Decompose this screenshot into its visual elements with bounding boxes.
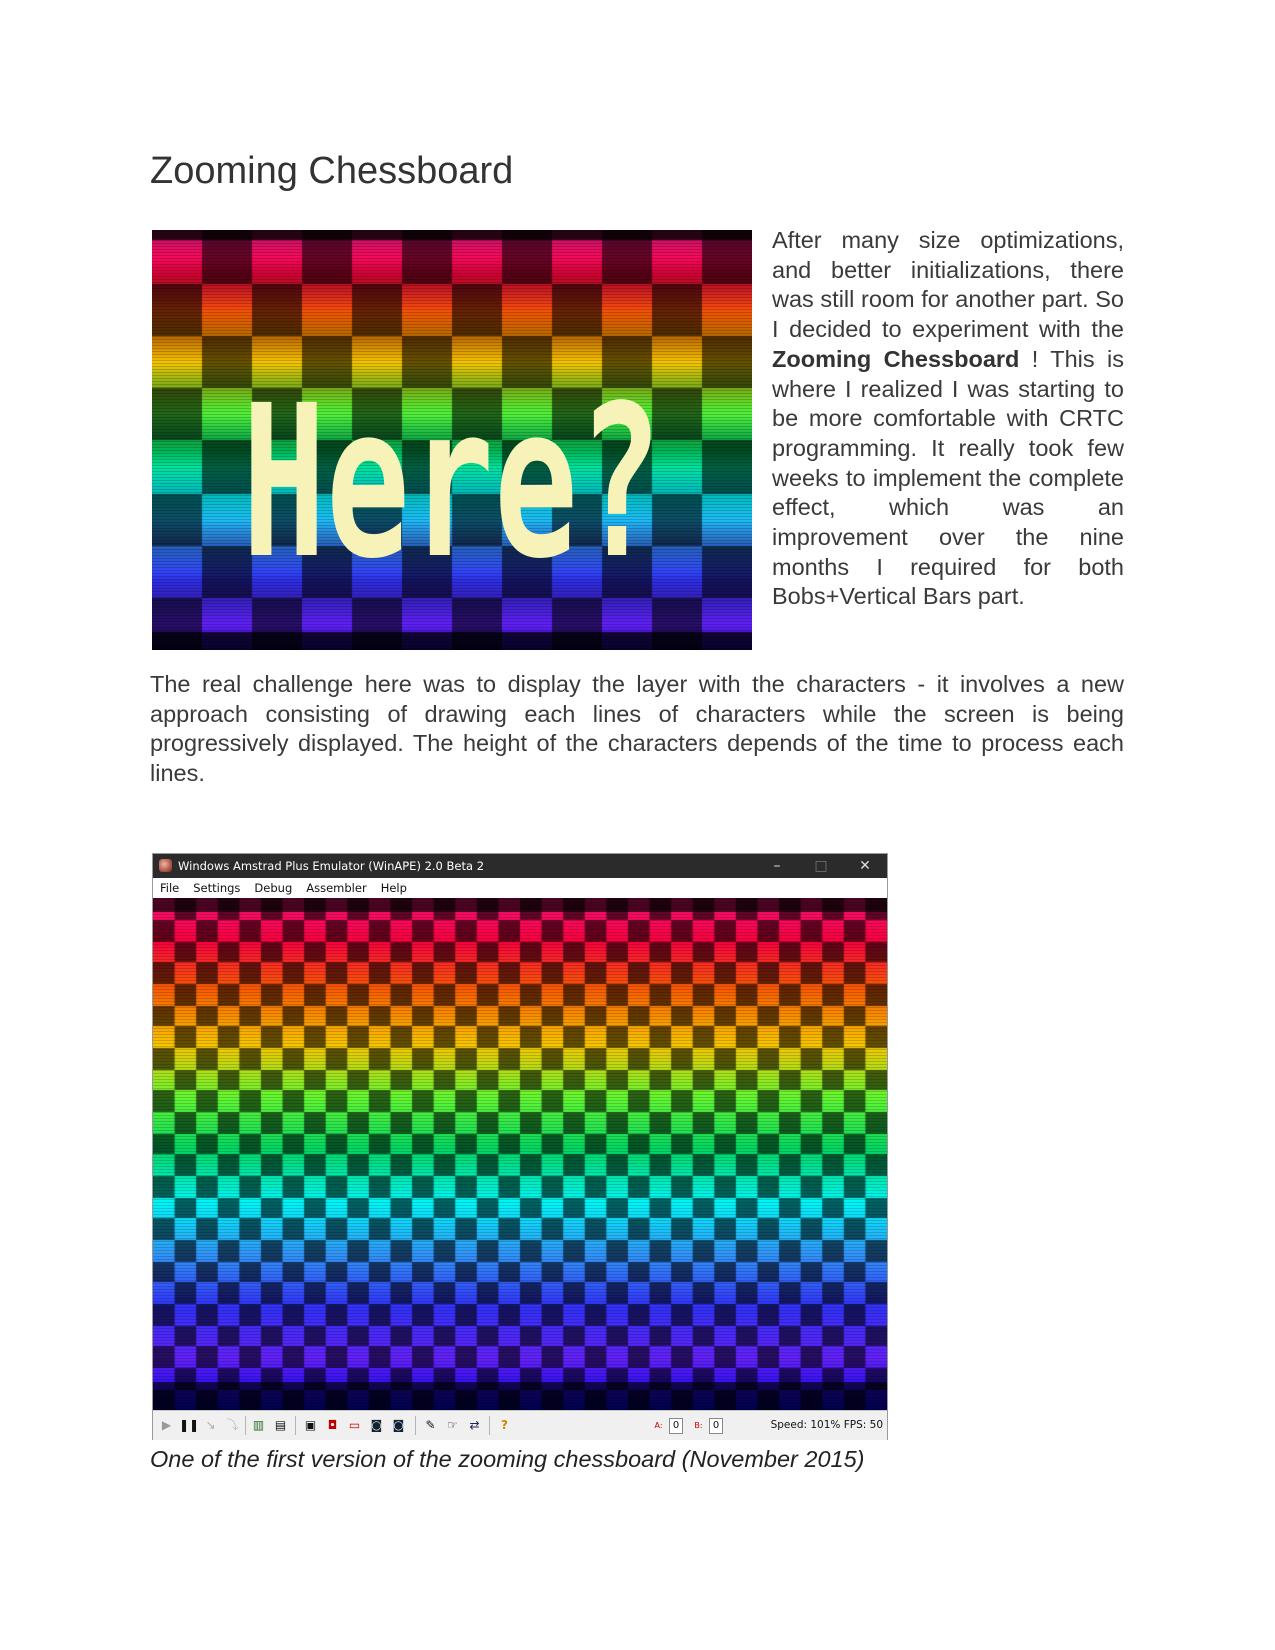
drive-b-icon <box>691 1418 706 1433</box>
emulator-display <box>153 898 887 1410</box>
emulator-screen <box>153 898 887 1410</box>
maximize-button[interactable]: □ <box>814 858 828 874</box>
play-icon[interactable]: ▶ <box>161 1418 172 1432</box>
here-overlay-text: Here? <box>242 360 662 605</box>
intro-after: ! This is where I realized I was starting to be more comfortable with CRTC programming. It really took few weeks to implement the complete effect, which was an improvement over the nine months I required for both Bobs+Vertical Bars part. <box>772 345 1125 610</box>
books-icon[interactable]: ▥ <box>252 1418 265 1432</box>
tape-icon[interactable]: ▭ <box>348 1418 361 1432</box>
body-paragraph: The real challenge here was to display the layer with the characters - it involves a new approach consisting of drawing each lines of characters while the screen is being progressively displayed. The height of the characters depends of the time to process each lines. <box>150 671 1124 787</box>
page-title: Zooming Chessboard <box>150 150 514 192</box>
document-icon[interactable]: ▤ <box>274 1418 287 1432</box>
figure-caption: One of the first version of the zooming chessboard (November 2015) <box>150 1446 865 1472</box>
intro-before: After many size optimizations, and better initializations, there was still room for another part. So I decided to experiment with the <box>772 227 1124 343</box>
speed-status: Speed: 101% FPS: 50 <box>770 1419 883 1431</box>
menu-file[interactable]: File <box>160 881 180 895</box>
menu-help[interactable]: Help <box>380 881 407 895</box>
menu-bar <box>153 878 887 898</box>
save-icon[interactable]: ▣ <box>304 1418 317 1432</box>
close-button[interactable]: ✕ <box>859 858 871 874</box>
step-icon[interactable]: ↘ <box>205 1418 216 1432</box>
toolbar-separator <box>489 1416 490 1435</box>
minimize-button[interactable]: – <box>773 858 781 874</box>
window-title: Windows Amstrad Plus Emulator (WinAPE) 2.0 Beta 2 <box>178 859 485 873</box>
step-over-icon[interactable]: ⤵ <box>226 1418 239 1432</box>
intro-bold: Zooming Chessboard <box>772 345 1020 372</box>
drive-b-counter: 0 <box>709 1418 723 1434</box>
toolbar <box>153 1410 887 1440</box>
winape-app-icon <box>159 859 172 872</box>
hand-icon[interactable]: ☞ <box>447 1418 458 1432</box>
tools-icon[interactable]: ✎ <box>425 1418 436 1432</box>
pause-icon[interactable]: ❚❚ <box>179 1418 200 1432</box>
drive-b-label: B: <box>694 1421 703 1430</box>
toolbar-separator <box>415 1416 416 1435</box>
snapshot-save-icon[interactable]: ◙ <box>392 1418 405 1432</box>
disk-icon[interactable]: ◘ <box>327 1418 338 1432</box>
menu-debug[interactable]: Debug <box>254 881 293 895</box>
drive-a-label: A: <box>654 1421 663 1430</box>
toolbar-separator <box>295 1416 296 1435</box>
drive-a-icon <box>651 1418 666 1433</box>
title-bar <box>153 854 887 878</box>
chessboard-figure <box>152 230 752 650</box>
network-icon[interactable]: ⇄ <box>469 1418 480 1432</box>
menu-assembler[interactable]: Assembler <box>306 881 367 895</box>
menu-settings[interactable]: Settings <box>193 881 241 895</box>
drive-a-counter: 0 <box>669 1418 683 1434</box>
snapshot-icon[interactable]: ◙ <box>370 1418 383 1432</box>
intro-paragraph <box>772 226 1124 612</box>
here-overlay <box>152 230 752 650</box>
toolbar-separator <box>245 1416 246 1435</box>
emulator-window <box>152 853 888 1440</box>
help-icon[interactable]: ? <box>501 1418 508 1432</box>
